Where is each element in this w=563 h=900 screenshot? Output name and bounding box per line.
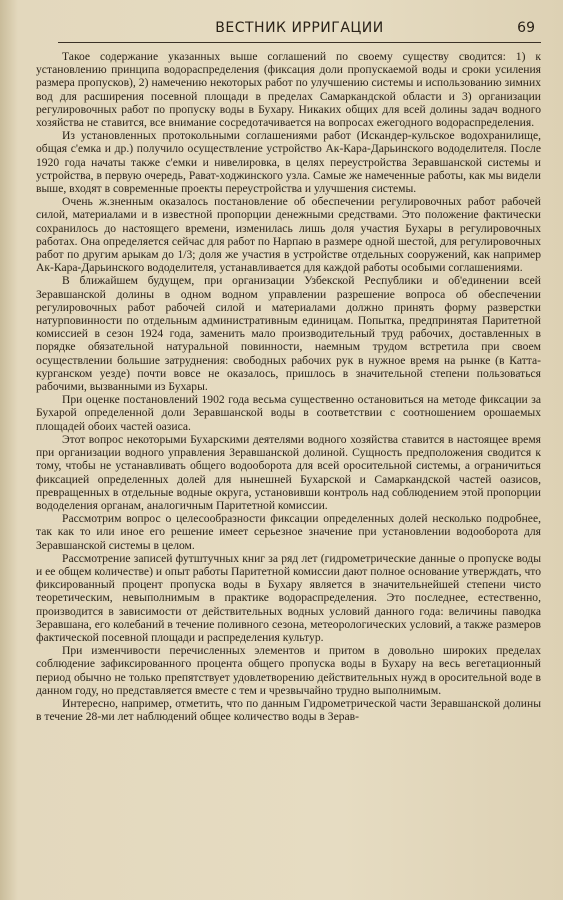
paragraph: При оценке постановлений 1902 года весьма существенно остановиться на методе фиксации за Бухарой определенной доли Зеравшанской воды в соответствии с соотношением орошаемых площадей обоих частей оазиса. [36, 393, 541, 433]
paragraph: Из установленных протокольными соглашениями работ (Искандер-кульское водохранилище, общая с'емка и др.) получило осуществление устройство Ак-Кара-Дарьинского вододелителя. После 1920 года начаты также с'емки и нивелировка, в целях переустройства Зеравшанской системы и устройства, в первую очередь, Рават-ходжинского узла. Самые же намеченные работы, как мы видели выше, входят в современные проекты переустройства и улучшения системы. [36, 129, 541, 196]
paragraph: Очень ж.зненным оказалось постановление об обеспечении регулировочных работ рабочей силой, материалами и в известной пропорции денежными средствами. Это положение фактически сохранилось до настоящего времени, изменилась лишь доля участия Бухары в регулировочных работах. Она определяется сейчас для работ по Нарпаю в размере одной шестой, для регулировочных работ по другим арыкам до 1/3; доля же участия в устройстве отдельных сооружений, как например Ак-Кара-Дарьинского вододелителя, устанавливается для каждой работы особыми соглашениями. [36, 195, 541, 275]
paragraph: Такое содержание указанных выше соглашений по своему существу сводится: 1) к установлению принципа водораспределения (фиксация доли пропускаемой воды и сроки усиления размера пропусков), 2) намечению некоторых работ по улучшению системы и использованию зимних вод для расширения посевной площади в пределах Самаркандской области и 3) организации регулировочных работ по пропуску воды в Бухару. Никаких общих для всей долины задач водного хозяйства не ставится, все внимание сосредотачивается на вопросах ежегодного водораспределения. [36, 50, 541, 130]
paragraph: При изменчивости перечисленных элементов и притом в довольно широких пределах соблюдение зафиксированного процента общего пропуска воды в Бухару на весь вегетационный период обычно не только препятствует удовлетворению действительных нужд в оросительной воде в данном году, но представляется вместе с тем и чрезвычайно трудно выполнимым. [36, 644, 541, 697]
article-body [36, 50, 541, 890]
paragraph: Интересно, например, отметить, что по данным Гидрометрической части Зеравшанской долины в течение 28-ми лет наблюдений общее количество воды в Зерав- [36, 696, 541, 724]
paragraph: Этот вопрос некоторыми Бухарскими деятелями водного хозяйства ставится в настоящее время при организации водного управления Зеравшанской долиной. Сущность предположения сводится к тому, чтобы не устанавливать общего водооборота для всей оросительной системы, а ограничиться фиксацией определенных долей для нынешней Бухарской и Самаркандской частей оазисов, превращенных в отдельные водные округа, установивши контроль над соблюдением этой пропорции вододеления органам, аналогичным Паритетной комиссии. [36, 432, 541, 512]
journal-title: ВЕСТНИК ИРРИГАЦИИ [215, 20, 384, 36]
page-number: 69 [517, 20, 535, 36]
paragraph: Рассмотрим вопрос о целесообразности фиксации определенных долей несколько подробнее, так как то или иное его решение имеет серьезное значение при установлении водооборота для Зеравшанской системы в целом. [36, 512, 541, 552]
running-header [58, 20, 541, 43]
paragraph: Рассмотрение записей футштучных книг за ряд лет (гидрометрические данные о пропуске воды и ее общем количестве) и опыт работы Паритетной комиссии дают полное основание утверждать, что фиксированный процент пропуска воды в Бухару является в значительнейшей степени чисто теоретическим, невыполнимым в практике водораспределения. Это последнее, естественно, производится в зависимости от действительных водных условий данного года: величины паводка Зеравшана, его колебаний в течение поливного сезона, метеорологических условий, а также размеров фактической посевной площади и распределения культур. [36, 551, 541, 644]
paragraph: В ближайшем будущем, при организации Узбекской Республики и об'единении всей Зеравшанской долины в одном водном управлении разрешение вопроса об обеспечении регулировочных работ рабочей силой и материалами должно принять форму разверстки натурповинности по отдельным административным единицам. Попытка, предпринятая Паритетной комиссией в сезон 1924 года, заменить мало производительный труд рабочих, доставленных в порядке обязательной натуральной повинности, наемным трудом встретила при своем осуществлении большие затруднения: свободных рабочих рук в нужное время на рынке (в Катта-курганском уезде) почти вовсе не оказалось, пришлось в значительной степени пользоваться рабочими, вызванными из Бухары. [36, 274, 541, 394]
